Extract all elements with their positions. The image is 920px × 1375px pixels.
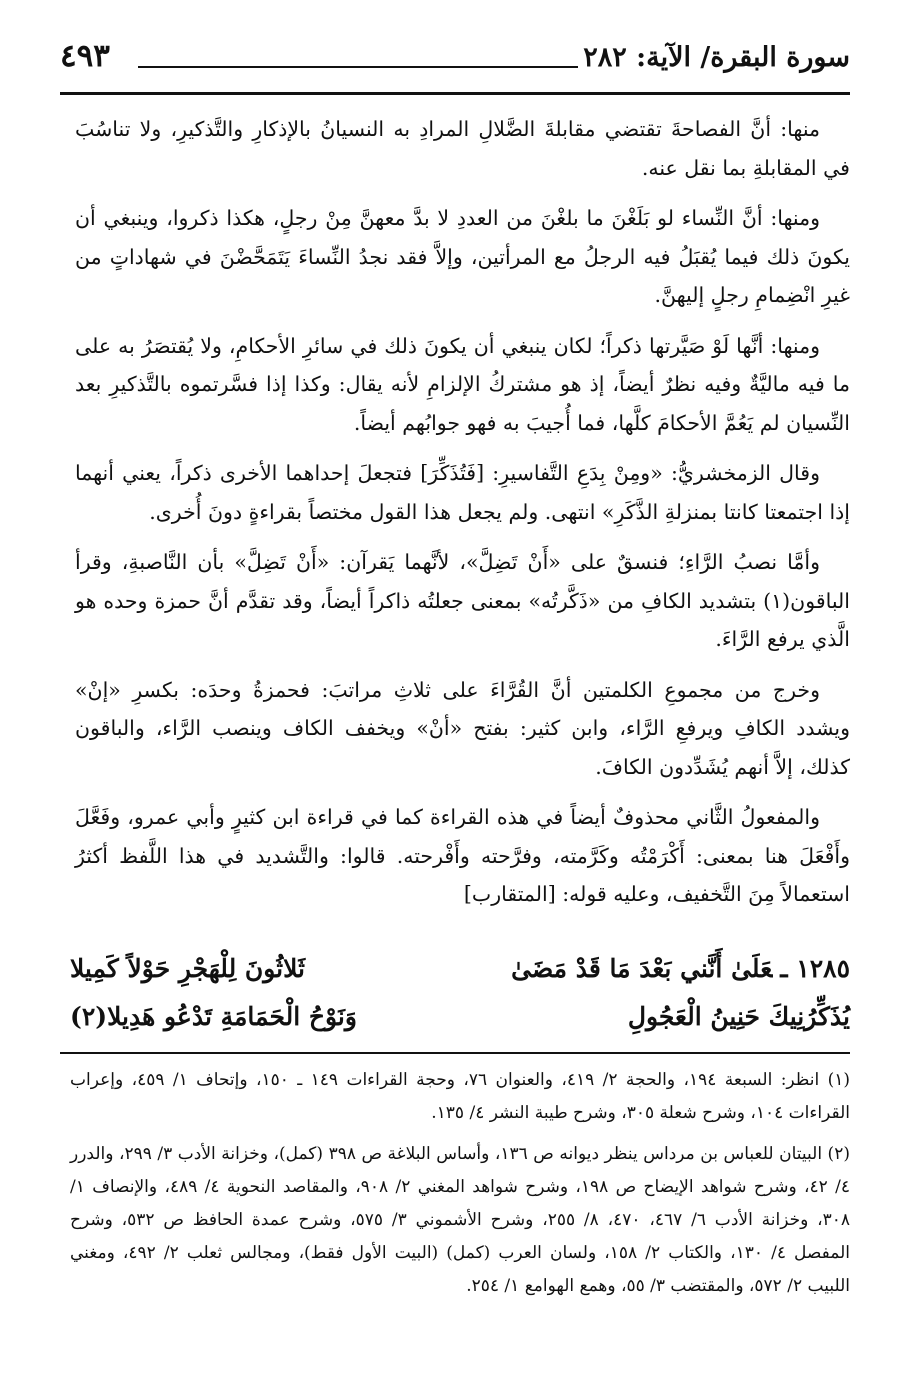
main-text — [75, 110, 850, 926]
footnote: (٢) البيتان للعباس بن مرداس ينظر ديوانه ص ١٣٦، وأساس البلاغة ص ٣٩٨ (كمل)، وخزانة الأدب ٣/ ٢٩٩، والدرر ٤/ ٤٢، وشرح شواهد الإيضاح ص ١٩٨، وشرح شواهد المغني ٢/ ٩٠٨، والمقاصد النحوية ٤/ ٤٨٩، والإنصاف ١/ ٣٠٨، وخزانة الأدب ٦/ ٤٦٧، ٤٧٠، ٨/ ٢٥٥، وشرح الأشموني ٣/ ٥٧٥، وشرح عمدة الحافظ ص ٥٣٢، وشرح المفصل ٤/ ١٣٠، والكتاب ٢/ ١٥٨، ولسان العرب (كمل) (البيت الأول فقط)، ومجالس ثعلب ٢/ ٤٩٢، ومغني اللبيب ٢/ ٥٧٢، والمقتضب ٣/ ٥٥، وهمع الهوامع ١/ ٢٥٤. — [70, 1144, 851, 1296]
page-header — [60, 28, 850, 95]
paragraph: والمفعولُ الثَّاني محذوفٌ أيضاً في هذه القراءة كما في قراءة ابن كثيرٍ وأبي عمرو، وفَعَّلَ وأَفْعَلَ هنا بمعنى: أَكْرَمْتُه وكَرَّمته، وفرَّحته وأَفْرحته. قالوا: والتَّشديد في هذا اللَّفظ أكثرُ استعمالاً مِنَ التَّخفيف، وعليه قوله: [المتقارب] — [75, 805, 850, 906]
paragraph: وخرج من مجموعِ الكلمتين أنَّ القُرَّاءَ على ثلاثِ مراتبَ: فحمزةُ وحدَه: بكسرِ «إنْ» ويشدد الكافِ ويرفعِ الرَّاء، وابن كثير: بفتح «أنْ» ويخفف الكاف وينصب الرَّاء، والباقون كذلك، إلاَّ أنهم يُشَدِّدون الكافَ. — [75, 677, 850, 779]
verse-number: ١٢٨٥ ـ — [780, 954, 850, 983]
footnotes — [70, 1064, 850, 1311]
verse-line-1 — [70, 945, 850, 993]
paragraph: منها: أنَّ الفصاحةَ تقتضي مقابلةَ الضَّلالِ المرادِ به النسيانُ بالإذكارِ والتَّذكيرِ، ولا تناسُبَ في المقابلةِ بما نقل عنه. — [75, 117, 850, 180]
paragraph: ومنها: أنَّها لَوْ صَيَّرتها ذكراً؛ لكان ينبغي أن يكونَ ذلك في سائرِ الأحكامِ، ولا يُقتصَرُ به على ما فيه ماليَّةٌ وفيه نظرٌ أيضاً، إذ هو مشتركُ الإلزامِ لأنه يقال: وكذا إذا فسَّرتموه بالتَّذكيرِ بعد النِّسيان لم يَعُمَّ الأحكامَ كلَّها، فما أُجيبَ به فهو جوابُهم أيضاً. — [75, 333, 850, 435]
verse-hemistich-second: ثَلاثُونَ لِلْهَجْرِ حَوْلاً كَمِيلا — [70, 954, 306, 983]
header-rule — [138, 66, 578, 68]
poetry-verse — [70, 945, 850, 1041]
verse-hemistich-first: ١٢٨٥ ـعَلَىٰ أَنَّني بَعْدَ مَا قَدْ مَضَىٰ — [511, 954, 850, 983]
verse-line-2 — [70, 993, 850, 1041]
page-number: ٤٩٣ — [60, 38, 110, 74]
running-title: سورة البقرة/ الآية: ٢٨٢ — [583, 42, 850, 73]
footnote: (١) انظر: السبعة ١٩٤، والحجة ٢/ ٤١٩، والعنوان ٧٦، وحجة القراءات ١٤٩ ـ ١٥٠، وإتحاف ١/ ٤٥٩، وإعراب القراءات ١٠٤، وشرح شعلة ٣٠٥، وشرح طيبة النشر ٤/ ١٣٥. — [70, 1070, 851, 1123]
footnote-separator — [60, 1052, 850, 1054]
verse-hemistich-first: يُذَكِّرُنِيكَ حَنِينُ الْعَجُولِ — [627, 1002, 850, 1031]
paragraph: وقال الزمخشريُّ: «ومِنْ بِدَعِ التَّفاسيرِ: [فَتُذَكِّرَ] فتجعلَ إحداهما الأخرى ذكراً، يعني أنهما إذا اجتمعتا كانتا بمنزلةِ الذَّكَرِ» انتهى. ولم يجعل هذا القول مختصاً بقراءةٍ دونَ أُخرى. — [75, 461, 850, 524]
verse-hemistich-second: وَنَوْحُ الْحَمَامَةِ تَدْعُو هَدِيلا(٢) — [70, 1002, 357, 1031]
paragraph: وأمَّا نصبُ الرَّاءِ؛ فنسقٌ على «أَنْ تَضِلَّ»، لأنَّهما يَقرآن: «أَنْ تَضِلَّ» بأن النَّاصبةِ، وقرأ الباقون(١) بتشديد الكافِ من «ذَكَّرتُه» بمعنى جعلتُه ذاكراً أيضاً، وقد تقدَّم أنَّ حمزة وحده هو الَّذي يرفع الرَّاءَ. — [75, 550, 850, 651]
paragraph: ومنها: أنَّ النِّساء لو بَلَغْنَ ما بلغْنَ من العددِ لا بدَّ معهنَّ مِنْ رجلٍ، هكذا ذكروا، وينبغي أن يكونَ ذلك فيما يُقبَلُ فيه الرجلُ مع المرأتين، وإلاَّ فقد نجدُ النِّساءَ يَتَمَحَّضْنَ في شهاداتٍ من غيرِ انْضِمامِ رجلٍ إليهنَّ. — [75, 206, 850, 307]
